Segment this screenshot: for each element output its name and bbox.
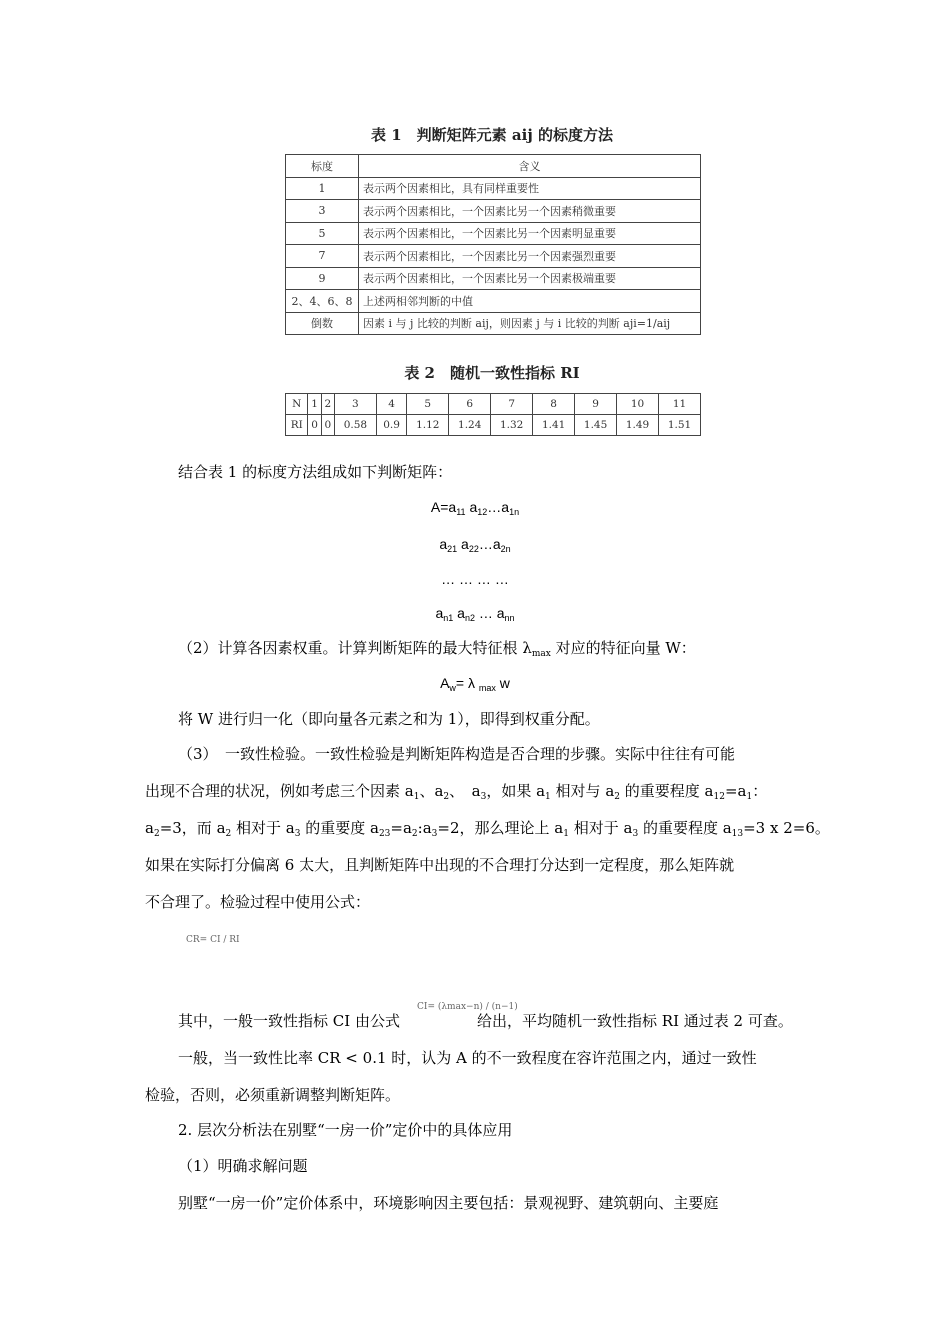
step3-line-1: （3） 一致性检验。一致性检验是判断矩阵构造是否合理的步骤。实际中往往有可能 — [178, 745, 736, 763]
scale-cell: 7 — [286, 245, 359, 268]
table2-ri-label: RI — [286, 415, 308, 436]
section-2-1-heading: （1）明确求解问题 — [178, 1157, 308, 1175]
table2-ri-cell: 1.45 — [575, 415, 617, 436]
scale-cell: 标度 — [286, 155, 359, 178]
table2-n-cell: 8 — [533, 394, 575, 415]
table2-n-cell: 2 — [321, 394, 334, 415]
table1-header-row — [286, 155, 701, 178]
meaning-cell: 含义 — [359, 155, 701, 178]
ci-line-3: 检验，否则，必须重新调整判断矩阵。 — [145, 1086, 401, 1104]
meaning-cell: 上述两相邻判断的中值 — [359, 290, 701, 313]
table2-ri-cell: 1.12 — [407, 415, 449, 436]
section-2-heading: 2. 层次分析法在别墅“一房一价”定价中的具体应用 — [178, 1121, 513, 1139]
table1-row — [286, 245, 701, 268]
step3-line-2: 出现不合理的状况，例如考虑三个因素 $a_1$、$a_2$、 $a_3$，如果 $a_1$ 相对与 $a_2$ 的重要程度 $a_{12}=a_1$： — [145, 782, 768, 802]
table2 — [285, 393, 701, 436]
last-paragraph-line: 别墅“一房一价”定价体系中，环境影响因主要包括：景观视野、建筑朝向、主要庭 — [178, 1194, 719, 1212]
matrix-row-1: $A=a_{11}$ $a_{12}\dots a_{1n}$ — [430, 499, 520, 517]
scale-cell: 5 — [286, 222, 359, 245]
table1-row — [286, 222, 701, 245]
table2-n-cell: 6 — [449, 394, 491, 415]
meaning-cell: 因素 i 与 j 比较的判断 aij，则因素 j 与 i 比较的判断 aji=1/aij — [359, 312, 701, 335]
step3-line-4: 如果在实际打分偏离 6 太大，且判断矩阵中出现的不合理打分达到一定程度，那么矩阵就 — [145, 856, 735, 874]
scale-cell: 1 — [286, 177, 359, 200]
cr-formula-image: CR= CI / RI — [186, 935, 240, 945]
ci-line-1a: 其中，一般一致性指标 CI 由公式 — [178, 1012, 400, 1030]
scale-cell: 2、4、6、8 — [286, 290, 359, 313]
step3-line-3: $a_2=3$，而 $a_2$ 相对于 $a_3$ 的重要度 $a_{23}=a_2:a_3=2$，那么理论上 $a_1$ 相对于 $a_3$ 的重要程度 $a_{13}=3$ x 2=6。 — [145, 819, 830, 839]
table1-row — [286, 290, 701, 313]
table1-row — [286, 267, 701, 290]
table1-caption: 表 1 判断矩阵元素 aij 的标度方法 — [371, 126, 613, 144]
meaning-cell: 表示两个因素相比，一个因素比另一个因素明显重要 — [359, 222, 701, 245]
ci-formula-image: CI= (λmax−n) / (n−1) — [417, 1002, 518, 1012]
table2-caption: 表 2 随机一致性指标 RI — [404, 364, 580, 382]
table1-row — [286, 200, 701, 223]
table2-n-cell: 3 — [334, 394, 376, 415]
table2-ri-cell: 0.58 — [334, 415, 376, 436]
table2-n-cell: 1 — [308, 394, 321, 415]
table2-n-cell: 10 — [617, 394, 659, 415]
matrix-row-2: $a_{21}$ $a_{22}\dots a_{2n}$ — [439, 536, 511, 554]
table2-n-cell: 9 — [575, 394, 617, 415]
matrix-row-4: $a_{n1}$ $a_{n2}$ … $a_{nn}$ — [435, 605, 515, 623]
table2-n-cell: 7 — [491, 394, 533, 415]
meaning-cell: 表示两个因素相比，一个因素比另一个因素稍微重要 — [359, 200, 701, 223]
meaning-cell: 表示两个因素相比，一个因素比另一个因素极端重要 — [359, 267, 701, 290]
matrix-row-3: … … … … — [441, 571, 509, 587]
table2-ri-cell: 0 — [321, 415, 334, 436]
scale-cell: 9 — [286, 267, 359, 290]
table2-n-cell: 11 — [659, 394, 701, 415]
ci-line-2: 一般，当一致性比率 CR < 0.1 时，认为 A 的不一致程度在容许范围之内，通过一致性 — [178, 1049, 757, 1067]
table2-ri-cell: 0 — [308, 415, 321, 436]
step2-paragraph: （2）计算各因素权重。计算判断矩阵的最大特征根 $\lambda_{max}$ 对应的特征向量 W： — [178, 639, 696, 659]
table1 — [285, 154, 701, 335]
table1-row — [286, 177, 701, 200]
meaning-cell: 表示两个因素相比，一个因素比另一个因素强烈重要 — [359, 245, 701, 268]
eigen-equation: $A_w= \lambda$ $_{max}$ w — [440, 675, 510, 693]
table2-ri-cell: 1.41 — [533, 415, 575, 436]
normalize-paragraph: 将 W 进行归一化（即向量各元素之和为 1），即得到权重分配。 — [178, 710, 600, 728]
step3-line-5: 不合理了。检验过程中使用公式： — [145, 893, 371, 911]
table2-ri-cell: 1.49 — [617, 415, 659, 436]
table2-ri-cell: 0.9 — [376, 415, 406, 436]
table2-n-label: N — [286, 394, 308, 415]
scanned-table-image — [283, 118, 701, 440]
ci-line-1b: 给出，平均随机一致性指标 RI 通过表 2 可查。 — [477, 1012, 793, 1030]
scale-cell: 倒数 — [286, 312, 359, 335]
table2-ri-cell: 1.32 — [491, 415, 533, 436]
table2-ri-cell: 1.51 — [659, 415, 701, 436]
table2-n-cell: 5 — [407, 394, 449, 415]
table2-n-cell: 4 — [376, 394, 406, 415]
intro-paragraph: 结合表 1 的标度方法组成如下判断矩阵： — [178, 463, 453, 481]
table2-ri-cell: 1.24 — [449, 415, 491, 436]
meaning-cell: 表示两个因素相比，具有同样重要性 — [359, 177, 701, 200]
table1-row — [286, 312, 701, 335]
scale-cell: 3 — [286, 200, 359, 223]
